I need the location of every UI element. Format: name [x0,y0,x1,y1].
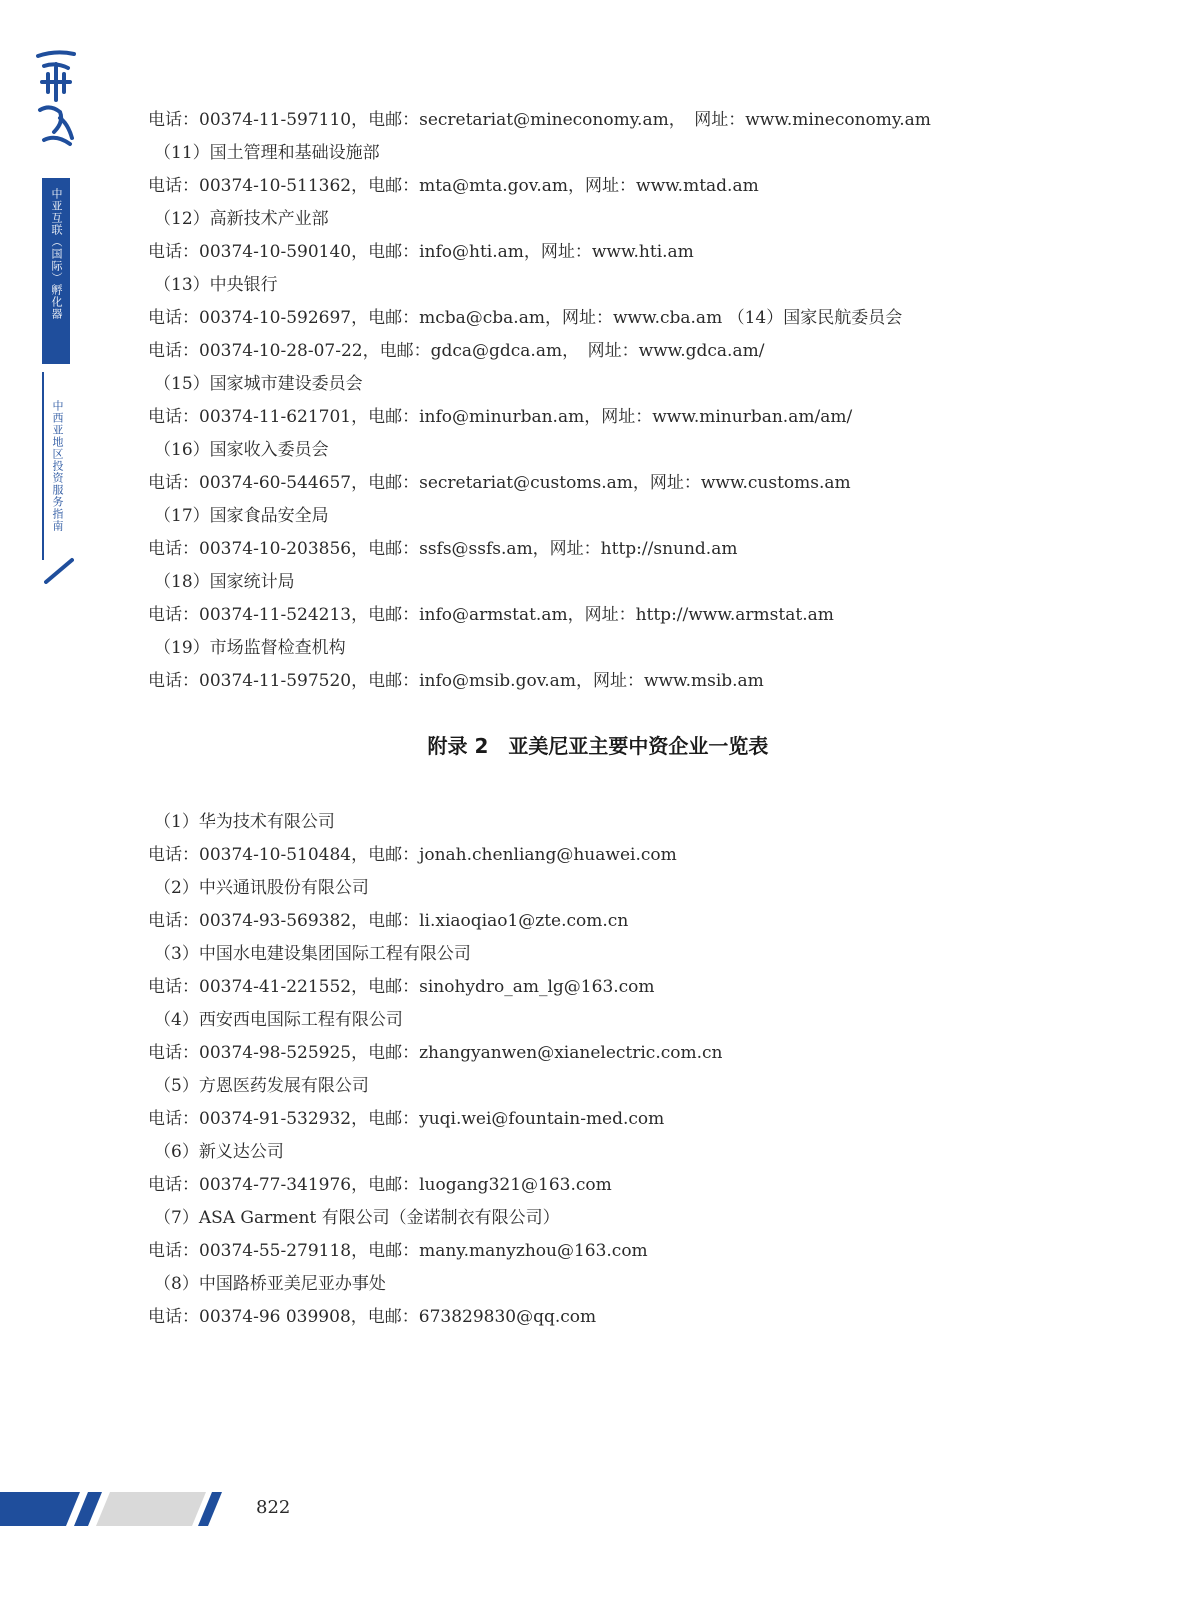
belt-road-logo [34,48,78,158]
contact-line: 电话：00374-10-511362，电邮：mta@mta.gov.am，网址：www.mtad.am [148,176,759,196]
series-text: 中亚互联（国际）孵化器 [50,188,63,320]
entry-heading: （3）中国水电建设集团国际工程有限公司 [154,944,471,964]
entry-heading: （4）西安西电国际工程有限公司 [154,1010,403,1030]
contact-line: 电话：00374-11-597520，电邮：info@msib.gov.am，网址：www.msib.am [148,671,764,691]
main-content [148,104,1048,1334]
contact-line: 电话：00374-10-203856，电邮：ssfs@ssfs.am，网址：http://snund.am [148,539,738,559]
contact-line: 电话：00374-55-279118，电邮：many.manyzhou@163.com [148,1241,648,1261]
entry-heading: （18）国家统计局 [154,572,295,592]
contact-line: 电话：00374-91-532932，电邮：yuqi.wei@fountain-med.com [148,1109,665,1129]
contact-line: 电话：00374-60-544657，电邮：secretariat@customs.am，网址：www.customs.am [148,473,851,493]
entry-heading: （13）中央银行 [154,275,278,295]
contact-line: 电话：00374-10-590140，电邮：info@hti.am，网址：www.hti.am [148,242,694,262]
entry-heading: （8）中国路桥亚美尼亚办事处 [154,1274,386,1294]
entry-heading: （5）方恩医药发展有限公司 [154,1076,369,1096]
entry-heading: （6）新义达公司 [154,1142,284,1162]
footer-stripe-decoration [0,1478,230,1530]
enterprise-contacts-list [148,806,1048,1334]
entry-heading: （16）国家收入委员会 [154,440,329,460]
page-number: 822 [256,1497,291,1518]
book-text: 中西亚地区投资服务指南 [51,400,64,532]
contact-line: 电话：00374-93-569382，电邮：li.xiaoqiao1@zte.com.cn [148,911,629,931]
contact-line: 电话：00374-11-621701，电邮：info@minurban.am，网址：www.minurban.am/am/ [148,407,853,427]
entry-heading: （1）华为技术有限公司 [154,812,335,832]
contact-line: 电话：00374-41-221552，电邮：sinohydro_am_lg@163.com [148,977,655,997]
entry-heading: （2）中兴通讯股份有限公司 [154,878,369,898]
entry-heading: （17）国家食品安全局 [154,506,329,526]
contact-line: 电话：00374-10-592697，电邮：mcba@cba.am，网址：www.cba.am （14）国家民航委员会 [148,308,903,328]
sidebar-slash-decoration [44,556,74,584]
contact-line: 电话：00374-77-341976，电邮：luogang321@163.com [148,1175,612,1195]
contact-line: 电话：00374-10-28-07-22，电邮：gdca@gdca.am， 网址：www.gdca.am/ [148,341,765,361]
entry-heading: （12）高新技术产业部 [154,209,329,229]
entry-heading: （11）国土管理和基础设施部 [154,143,380,163]
entry-heading: （15）国家城市建设委员会 [154,374,363,394]
contact-line: 电话：00374-11-597110，电邮：secretariat@mineconomy.am， 网址：www.mineconomy.am [148,110,931,130]
appendix-title: 附录 2 亚美尼亚主要中资企业一览表 [427,734,769,758]
contact-line: 电话：00374-10-510484，电邮：jonah.chenliang@huawei.com [148,845,677,865]
entry-heading: （7）ASA Garment 有限公司（金诺制衣有限公司） [154,1208,560,1228]
government-contacts-list [148,104,1048,698]
contact-line: 电话：00374-96 039908，电邮：673829830@qq.com [148,1307,597,1327]
contact-line: 电话：00374-11-524213，电邮：info@armstat.am，网址：http://www.armstat.am [148,605,834,625]
entry-heading: （19）市场监督检查机构 [154,638,346,658]
contact-line: 电话：00374-98-525925，电邮：zhangyanwen@xianelectric.com.cn [148,1043,723,1063]
